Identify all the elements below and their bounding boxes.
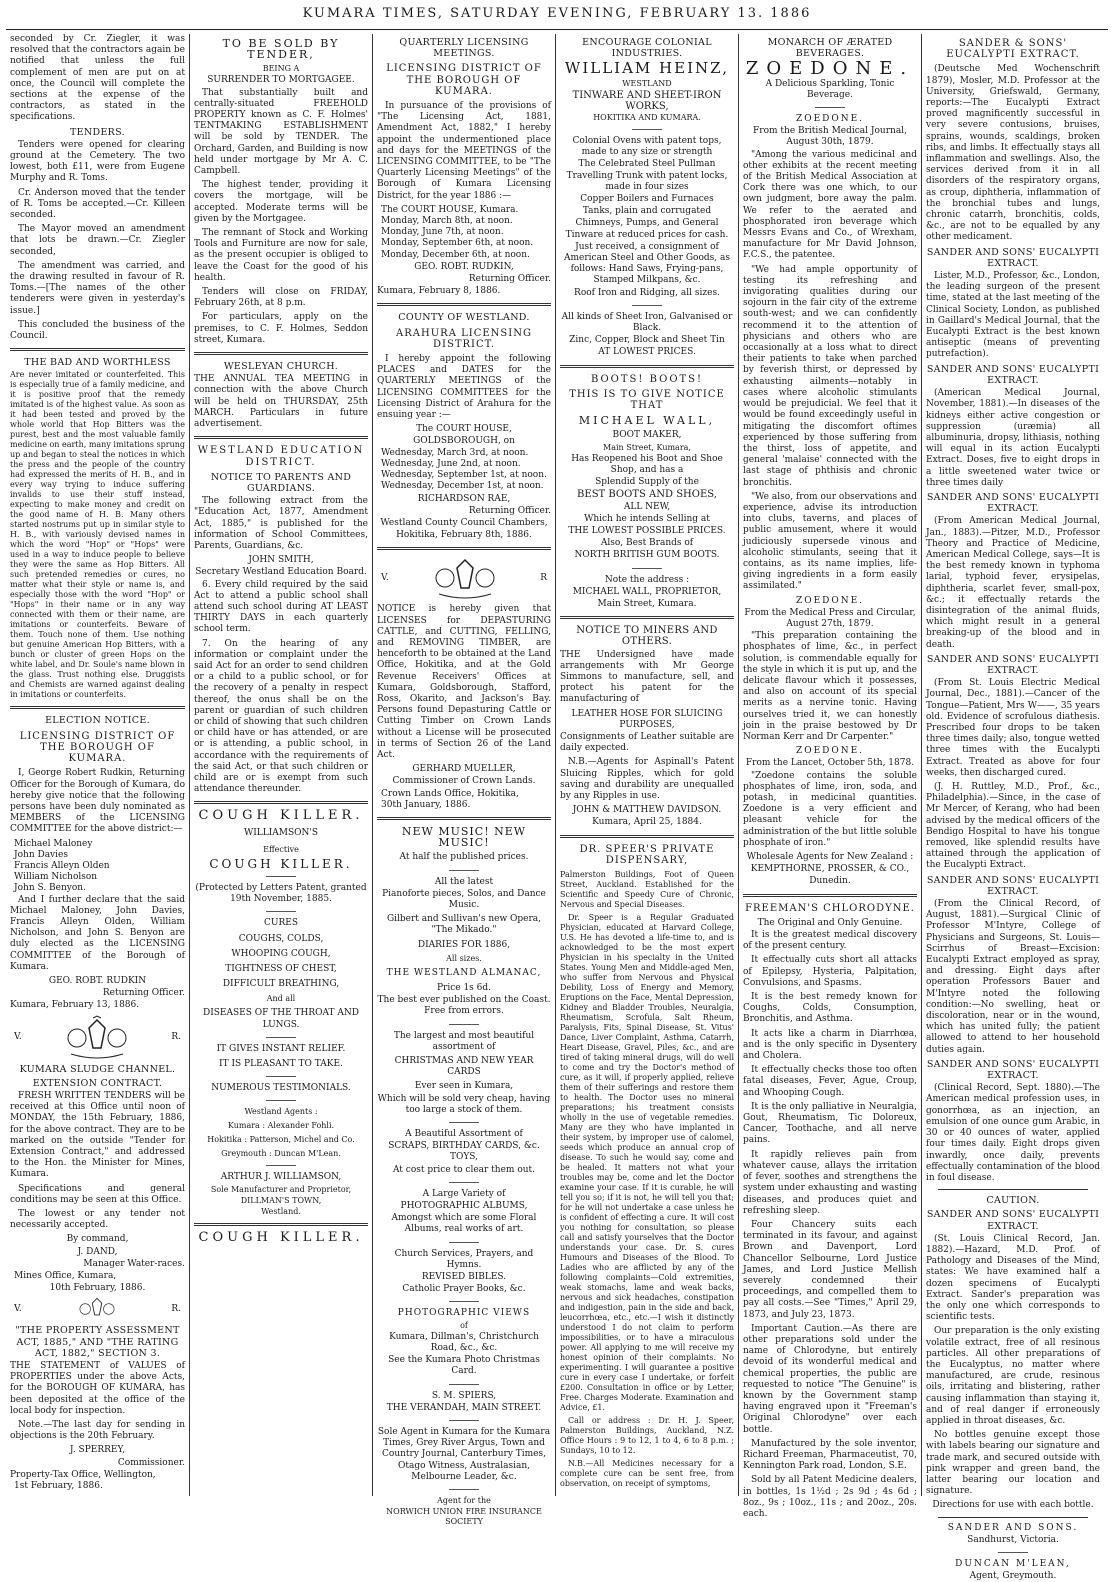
divider <box>10 706 185 709</box>
divider <box>10 348 185 351</box>
coat-of-arms-icon <box>425 556 505 600</box>
maker-name: ARTHUR J. WILLIAMSON, <box>220 1172 342 1183</box>
column-4 <box>555 34 738 1496</box>
miners-date: Kumara, April 25, 1884. <box>592 817 702 828</box>
tenders-paragraph: The Mayor moved an amendment that lots be drawn.—Cr. Ziegler seconded, <box>10 224 185 257</box>
divider <box>266 1165 296 1166</box>
property-paragraph: THE STATEMENT of VALUES of PROPERTIES under the above Acts, for the BOROUGH OF KUMARA, has been deposited at the office of the local body for inspection. <box>10 1361 185 1416</box>
depasturing-signature: GERHARD MUELLER, <box>412 764 516 775</box>
heinz-item: Copper Boilers and Furnaces <box>580 194 714 205</box>
sale-paragraph: The highest tender, providing it covers the mortgage, will be accepted. Moderate terms will be given by the Mortgagee. <box>194 180 368 224</box>
cough-heading: COUGH KILLER. <box>198 808 364 824</box>
encourage-heading: ENCOURAGE COLONIAL INDUSTRIES. <box>582 37 712 60</box>
nominee: Francis Alleyn Olden <box>14 860 110 871</box>
norwich-union: NORWICH UNION FIRE INSURANCE SOCIETY <box>386 1506 542 1526</box>
freeman-paragraph: Important Caution.—As there are other preparations sold under the name of Chlorodyne, but entirely devoid of its wonderful medical and chemical properties, the public are requested to notice "The Genuine" is known by the Government stamp having engraved upon it "Freeman's Original Chlorodyne" over each bottle. <box>743 1323 917 1435</box>
music-heading: NEW MUSIC! NEW MUSIC! <box>401 824 527 850</box>
sludge-date: 10th February, 1886. <box>49 1283 146 1294</box>
newspaper-page <box>6 34 1108 1582</box>
divider <box>449 1384 479 1385</box>
licensing-title: LICENSING DISTRICT OF THE BOROUGH OF KUMARA. <box>386 63 542 97</box>
music-opera: Gilbert and Sullivan's new Opera, "The Mikado." <box>386 914 542 936</box>
eucalypti-paragraph: (From St. Louis Electric Medical Journal, Dec., 1881).—Cancer of the Tongue—Patient, Mrs W——, 35 years old. Evidence of scrofulous diathesis. Prescribed four drops to be taken three times daily; also, tongue wetted three times with the Eucalypti Extract. Treated as above for four weeks, then discharged cured. <box>926 678 1100 778</box>
election-signature: GEO. ROBT. RUDKIN <box>48 975 147 986</box>
scraps-cost: At cost price to clear them out. <box>392 1164 536 1175</box>
wall-lowest: THE LOWEST POSSIBLE PRICES. <box>568 525 726 536</box>
zoedone-subtitle: ZOEDONE. <box>795 114 865 125</box>
divider <box>266 911 296 912</box>
licensing-paragraph: In pursuance of the provisions of "The Licensing Act, 1881, Amendment Act, 1882," I hereby appoint the undermentioned place and days for the MEETINGS of the LICENSING COMMITTEE, to be "The Quarterly Licensing Meetings" of the Borough of Kumara Licensing District, for the year 1886 :— <box>377 101 551 201</box>
zoedone-agent-town: Dunedin. <box>809 876 851 887</box>
sale-paragraph: Tenders will close on FRIDAY, February 26th, at 8 p.m. <box>194 287 368 309</box>
eucalypti-heading: SANDER & SONS' EUCALYPTI EXTRACT. <box>946 38 1080 61</box>
arms-v: V. <box>381 572 389 583</box>
maker-place: DILLMAN'S TOWN, <box>240 1195 322 1205</box>
sludge-by: By command, <box>66 1234 129 1245</box>
divider <box>449 1420 479 1421</box>
tenders-paragraph: Tenders were opened for clearing ground at the Cemetery. The two lowest, both £11, were from Eugene Murphy and R. Toms. <box>10 139 185 184</box>
election-paragraph: I, George Robert Rudkin, Returning Officer for the Borough of Kumara, do hereby give notice that the following persons have been duly nominated as MEMBERS of the LICENSING COMMITTEE for the above district:— <box>10 768 185 835</box>
sale-paragraph: For particulars, apply on the premises, to C. F. Holmes, Seddon street, Kumara. <box>194 312 368 345</box>
speer-heading: DR. SPEER'S PRIVATE DISPENSARY, <box>579 843 715 866</box>
election-title: LICENSING DISTRICT OF THE BOROUGH OF KUMARA. <box>19 730 176 765</box>
divider <box>449 1242 479 1243</box>
cures-item: TIGHTNESS OF CHEST, <box>225 964 337 975</box>
boots-heading: BOOTS! BOOTS! <box>590 373 704 385</box>
divider <box>194 436 368 439</box>
sale-subheading: SURRENDER TO MORTGAGEE. <box>207 75 355 86</box>
licensing-date: Monday, September 6th, at noon. <box>381 238 534 249</box>
wesleyan-heading: WESLEYAN CHURCH. <box>223 361 339 373</box>
xmas-cards: CHRISTMAS AND NEW YEAR CARDS <box>394 1056 534 1078</box>
music-subheading: At half the published prices. <box>399 852 529 863</box>
election-role: Returning Officer. <box>102 988 185 999</box>
miners-nb: N.B.—Agents for Aspinall's Patent Sluicing Ripples, which for gold saving and durability are unequalled by any Ripples in use. <box>560 757 734 801</box>
education-paragraph: 6. Every child required by the said Act to attend a public school shall attend such school during AT LEAST THIRTY DAYS in each quarterly school term. <box>194 579 368 635</box>
cures-and: And all <box>266 994 296 1004</box>
eucalypti-subheading: SANDER AND SONS' EUCALYPTI EXTRACT. <box>926 1209 1100 1232</box>
column-6 <box>921 34 1104 1582</box>
heinz-zinc: Zinc, Copper, Block and Sheet Tin <box>569 335 725 346</box>
cures-heading: CURES <box>264 918 298 929</box>
freeman-paragraph: It is the greatest medical discovery of the present century. <box>743 930 917 952</box>
monarch-heading: MONARCH OF ÆRATED BEVERAGES. <box>767 37 893 60</box>
wesleyan-paragraph: THE ANNUAL TEA MEETING in connection with the above Church will be held on THURSDAY, 25th MARCH. Particulars in future advertisement. <box>194 374 368 430</box>
eucalypti-paragraph: (From American Medical Journal, Jan., 1883).—Pitzer, M.D., Professor Theory and Practice of Medicine, American Medical College, says—It is the best remedy known in typhoma larial, typhoid fever, erysipelas, diphtheria, scarlet fever, small-pox, &c.; it effectually retards the disintegration of the animal fluids, which might result in a general breaking-up of the blood and in death. <box>926 516 1100 650</box>
maker-region: Westland. <box>261 1206 301 1216</box>
sludge-place: Mines Office, Kumara, <box>14 1271 117 1282</box>
prayer-books: Catholic Prayer Books, &c. <box>402 1284 526 1295</box>
wall-gum: NORTH BRITISH GUM BOOTS. <box>574 550 720 561</box>
property-heading: "THE PROPERTY ASSESSMENT ACT, 1885," AND "THE RATING ACT, 1882," SECTION 3. <box>15 1325 180 1359</box>
westland-heading: COUNTY OF WESTLAND. <box>398 312 530 324</box>
photo-heading: PHOTOGRAPHIC VIEWS <box>397 1308 531 1319</box>
tenders-paragraph: Cr. Anderson moved that the tender of R. Toms be accepted.—Cr. Killeen seconded. <box>10 187 185 221</box>
masthead-rule <box>6 29 1108 30</box>
cough-name: COUGH KILLER. <box>209 856 353 871</box>
divider <box>266 876 296 877</box>
education-heading: WESTLAND EDUCATION DISTRICT. <box>197 445 365 468</box>
cough-footer: COUGH KILLER. <box>198 1229 364 1245</box>
miners-paragraph: Consignments of Leather suitable are daily expected. <box>560 731 734 754</box>
nominee: John S. Benyon. <box>14 883 86 894</box>
sludge-signature: J. DAND, <box>77 1246 118 1257</box>
freeman-paragraph: It is the best remedy known for Coughs, Colds, Consumption, Bronchitis, and Asthma. <box>743 992 917 1025</box>
divider <box>632 305 662 306</box>
arahura-date-line: Hokitika, February 8th, 1886. <box>396 530 532 541</box>
arms-v: V. <box>14 1303 22 1314</box>
sale-paragraph: The remnant of Stock and Working Tools and Furniture are now for sale, as the present occupier is obliged to leave the Coast for the good of his health. <box>194 228 368 283</box>
eucalypti-paragraph: No bottles genuine except those with labels bearing our signature and trade mark, and secured outside with pink wrapper and green band, the latter bearing our location and signature. <box>926 1430 1100 1497</box>
almanac-text: The best ever published on the Coast. Free from errors. <box>377 995 551 1017</box>
divider <box>377 547 551 550</box>
education-subheading: NOTICE TO PARENTS AND GUARDIANS. <box>210 471 352 494</box>
agents-heading: Westland Agents : <box>244 1107 318 1117</box>
agent: Kumara : Alexander Fohli. <box>227 1121 335 1131</box>
photo-places: Kumara, Dillman's, Christchurch Road, &c., &c. <box>389 1331 539 1353</box>
licensing-date-line: Kumara, February 8, 1886. <box>377 286 501 297</box>
zoedone-paragraph: "Among the various medicinal and other exhibits at the recent meeting of the British Medical Association at Cork there was one which, to our own judgment, bore away the palm. We refer to the aerated and phosphorated iron beverage which Messrs Evans and Co., of Wrexham, manufacture for Mr David Johnson, F.C.S., the patentee. <box>743 149 917 261</box>
arms-r: R. <box>171 1303 181 1314</box>
eucalypti-subheading: SANDER AND SONS' EUCALYPTI EXTRACT. <box>926 1058 1100 1082</box>
wall-note: Note the address : <box>604 574 690 585</box>
zoedone-agent-name: KEMPTHORNE, PROSSER, & CO., <box>750 864 910 875</box>
cures-item: WHOOPING COUGH, <box>231 948 331 959</box>
speer-text: Dr. Speer is a Regular Graduated Physician, educated at Harvard College, U.S. He has devoted a life-time to, and is acknowledged to be the most expert Physician in his specialty in the United States. Young Men and Middle-aged Men, who suffer from Nervous and Physical Debility, Loss of Energy and Memory, Eruptions on the Face, Mental Depression, Kidney and Bladder Troubles, Neuralgia, Rheumatism, Scrofula, Salt Rheum, Paralysis, Fits, Spinal Disease, St. Vitus' Dance, Liver Complaint, Asthma, Catarrh, Heart Disease, Gravel, Piles, &c., and are tired of taking mineral drugs, will do well to come and try the Doctor's method of cure, as it will, if properly applied, relieve them of their sufferings and restore them to health. The Doctor uses no mineral preparations; his treatment consists wholly in the use of vegetable remedies. Many are they who have implanted in their system, by improper use of calomel, seeds which produce an annual crop of disease. To such he would say, come and be healed. It matters not what your troubles may be, come and let the Doctor examine your case. If it is curable, he will tell you so; if it is not, he will tell you that; for he will not undertake a case unless he is confident of effecting a cure. It will cost you nothing for consultation, so please call and satisfy yourselves that the Doctor understands your case. Dr. S. cures Humours and Diseases of the Blood. To Ladies who are afflicted by any of the following complaints—Cold extremities, weak stomachs, lame and weak backs, nervous and sick headaches, constipation and indigestion, pain in the side and back, leucorrhœa, etc., etc.—I wish it distinctly understood I do not claim to perform impossibilities, or to have a miraculous power. All applying to me will receive my honest opinion of their complaints. No experimenting. I will guarantee a positive cure in every case I undertake, or forfeit £200. Consultation in office or by Letter, Free. Charges Moderate. Examination and Advice, £1. <box>560 912 734 1412</box>
xmas-seen: Ever seen in Kumara, <box>414 1081 514 1092</box>
royal-arms <box>381 556 547 600</box>
photo-of: of <box>460 1320 468 1330</box>
arms-r: R. <box>171 1031 181 1042</box>
divider <box>377 303 551 306</box>
zoedone-subtitle: ZOEDONE. <box>795 746 865 757</box>
music-items: Pianoforte pieces, Solos, and Dance Music. <box>382 888 546 910</box>
heinz-name: WILLIAM HEINZ, <box>564 59 730 78</box>
pleasant-to-take: IT IS PLEASANT TO TAKE. <box>219 1059 343 1070</box>
licensing-place: The COURT HOUSE, Kumara. <box>381 204 519 215</box>
council-report: seconded by Cr. Ziegler, it was resolved that the contractors again be notified that unless the full complement of men are put on at once, the Council will complete the sections at the expense of the contractors, as stated in the specifications. <box>10 34 185 123</box>
tenders-paragraph: This concluded the business of the Council. <box>10 319 185 342</box>
arahura-date: Wednesday, September 1st, at noon. <box>381 470 547 481</box>
arms-v: V. <box>14 1031 22 1042</box>
divider <box>194 1223 368 1226</box>
freeman-paragraph: It rapidly relieves pain from whatever cause, allays the irritation of fever, soothes and strengthens the system under exhausting and wasting diseases, and produces quiet and refreshing sleep. <box>743 1149 917 1216</box>
cures-diseases: DISEASES OF THE THROAT AND LUNGS. <box>202 1008 359 1030</box>
speer-call: Call or address : Dr. H. J. Speer, Palmerston Buildings, Auckland, N.Z. Office Hours : 9 to 12, 1 to 4, 6 to 8 p.m. ; Sundays, 10 to 12. <box>560 1415 734 1455</box>
eucalypti-agent-role: Agent, Greymouth. <box>969 1571 1057 1582</box>
heinz-town: HOKITIKA AND KUMARA. <box>593 113 701 123</box>
cough-brand: WILLIAMSON'S <box>243 827 319 838</box>
eucalypti-subheading: SANDER AND SONS' EUCALYPTI EXTRACT. <box>926 491 1100 515</box>
hop-bitters-text: Are never imitated or counterfeited. This is especially true of a family medicine, and it is positive proof that the remedy imitated is of the highest value. As soon as it had been tested and proved by the whole world that Hop Bitters was the purest, best and the most valuable family medicine on earth, many imitations sprung up and began to steal the notices in which the press and the people of the country had expressed the merits of H. B., and in every way trying to induce suffering invalids to use their stuff instead, expecting to make money and credit on the good name of H. B. Many others started nostrums put up in similar style to H. B., with variously devised names in which the word "Hop" or "Hops" were used in a way to induce people to believe they were the same as Hop Bitters. All such pretended remedies or cures, no matter what their style or name is, and especially those with the word "Hop" or "Hops" in their name or in any way connected with them or their name, are imitations or counterfeits. Beware of them. Touch none of them. Use nothing but genuine American Hop Bitters, with a bunch or cluster of green Hops on the white label, and Dr. Soule's name blown in the glass. Trust nothing else. Druggists and Chemists are warned against dealing in imitations or counterfeits. <box>10 370 185 700</box>
divider <box>266 1100 296 1101</box>
arahura-place: The COURT HOUSE, GOLDSBOROUGH, on <box>413 424 515 446</box>
column-2 <box>189 34 372 1496</box>
zoedone-source: From the British Medical Journal, August 30th, 1879. <box>753 126 907 148</box>
diaries: DIARIES FOR 1886, <box>417 939 511 950</box>
coat-of-arms-icon <box>57 1016 137 1060</box>
spiers-name: S. M. SPIERS, <box>431 1390 497 1401</box>
agent: Greymouth : Duncan M'Lean. <box>221 1149 341 1159</box>
scraps-text: A Beautiful Assortment of <box>405 1129 523 1140</box>
agent-text: Sole Agent in Kumara for the Kumara Times, Grey River Argus, Town and Country Journal, Canterbury Times, Otago Witness, Australasian, Melbourne Leader, &c. <box>377 1426 551 1482</box>
sale-subheading: BEING A <box>262 64 300 74</box>
speer-nb: N.B.—All Medicines necessary for a complete cure can be sent free, from observation, on receipt of symptoms, <box>560 1458 734 1488</box>
heinz-item: Just received, a consignment of American Steel and Other Goods, as follows: Hand Saws, Frying-pans, Stamped Milkpans, &c. <box>564 241 730 286</box>
wall-brands: Also, Best Brands of <box>600 538 694 549</box>
eucalypti-paragraph: (Deutsche Med Wochenschrift 1879), Mosler, M.D. Professor at the University, Griefswald, Germany, reports:—The Eucalypti Extract proved magnificently successful in very severe contusions, bruises, sprains, wounds, scaldings, broken ribs, and limbs. It effectually stays all inflammation and swellings. Also, the services derived from it in all disorders of the respiratory organs, as croup, diphtheria, inflammation of the bronchial tubes and lungs, chronic catarrh, bronchitis, colds, &c., are not to be equalled by any other medicament. <box>926 64 1100 243</box>
heinz-lowest: AT LOWEST PRICES. <box>598 347 696 358</box>
photo-card: See the Kumara Photo Christmas Card. <box>388 1355 540 1377</box>
eucalypti-subheading: SANDER AND SONS' EUCALYPTI EXTRACT. <box>926 874 1100 897</box>
zoedone-paragraph: "Zoedone contains the soluble phosphates of lime, iron, soda, and potash, in medicinal quantities. Zoedone is a very efficient and pleasant vehicle for the administration of the but little soluble phosphate of iron." <box>743 770 917 848</box>
licensing-date: Monday, December 6th, at noon. <box>381 249 530 260</box>
divider <box>449 870 479 871</box>
property-place: Property-Tax Office, Wellington, <box>10 1469 156 1480</box>
election-heading: ELECTION NOTICE. <box>45 715 150 727</box>
zoedone-tagline: A Delicious Sparkling, Tonic Beverage. <box>765 78 895 100</box>
almanac: THE WESTLAND ALMANAC, <box>386 967 542 978</box>
zoedone-agents: Wholesale Agents for New Zealand : <box>746 852 914 863</box>
freeman-paragraph: Sold by all Patent Medicine dealers, in bottles, 1s 1½d ; 2s 9d ; 4s 6d ; 8oz., 9s ; 10oz., 11s ; and 20oz., 20s. each. <box>743 1475 917 1519</box>
divider <box>449 1024 479 1025</box>
zoedone-paragraph: "We also, from our observations and experience, advise its introduction into clubs, taverns, and places of public amusement, where it would judiciously supersede vinous and alcoholic stimulants, seeing that it contains, as its name implies, life-giving ingredients in a form easily assimilated." <box>743 491 917 592</box>
cough-patent: (Protected by Letters Patent, granted 19th November, 1885. <box>195 883 367 905</box>
church-services: Church Services, Prayers, and Hymns. <box>394 1248 534 1270</box>
eucalypti-paragraph: Lister, M.D., Professor, &c., London, the leading surgeon of the present time, stated at the last meeting of the Clinical Society, London, as published in Gaillard's Medical Journal, that the Eucalypti Extract is the best known antiseptic (means of preventing putrefaction). <box>926 271 1100 360</box>
wall-supply: Splendid Supply of the <box>595 477 699 488</box>
heinz-place: WESTLAND <box>622 78 672 88</box>
eucalypti-directions: Directions for use with each bottle. <box>932 1500 1094 1511</box>
wall-sell: Which he intends Selling at <box>584 513 710 524</box>
arahura-office: Westland County Council Chambers, <box>380 517 548 528</box>
royal-arms <box>14 1296 181 1322</box>
albums-text: A Large Variety of <box>422 1188 506 1199</box>
column-1 <box>6 34 189 1496</box>
heinz-item: Chimneys, Pumps, and General Tinware at reduced prices for cash. <box>565 218 729 240</box>
heinz-item: The Celebrated Steel Pullman Travelling Trunk with patent locks, made in four sizes <box>566 159 728 192</box>
sale-heading: TO BE SOLD BY TENDER, <box>222 37 340 62</box>
eucalypti-paragraph: (American Medical Journal, November, 1881).—In diseases of the kidneys either active congestion or suppression (uræmia) all albuminuria, dropsy, lithiasis, nothing will equal in its action Eucalypti Extract. Doses, five to eight drops in a little sweetened water twice or three times daily <box>926 388 1100 488</box>
zoedone-paragraph: "This preparation containing the phosphates of lime, &c., in perfect solution, is commendable equally for the style in which it is put up, and the delicate flavour which it possesses, and also on account of its special merits as a nervine tonic. Having ourselves tried it, we can honestly join in the praise bestowed by Dr Norman Kerr and Dr Carpenter." <box>743 631 917 742</box>
sale-paragraph: That substantially built and centrally-situated FREEHOLD PROPERTY known as C. F. Holmes' TENTMAKING ESTABLISHMENT will be sold by TENDER. The Orchard, Garden, and Building is now held under mortgage by Mr A. C. Campbell. <box>194 87 368 177</box>
freeman-subheading: The Original and Only Genuine. <box>757 917 903 928</box>
licensing-date: Monday, June 7th, at noon. <box>381 227 504 238</box>
revised-bibles: REVISED BIBLES. <box>421 1272 507 1283</box>
wall-address: Main Street, Kumara, <box>603 442 691 452</box>
albums: PHOTOGRAPHIC ALBUMS, <box>400 1201 528 1212</box>
election-paragraph: And I further declare that the said Michael Maloney, John Davies, Francis Alleyn Olden, William Nicholson, and John S. Benyon are duly elected as the LICENSING COMMITTEE of the Borough of Kumara. <box>10 894 185 972</box>
sludge-paragraph: Specifications and general conditions may be seen at this Office. <box>10 1183 185 1205</box>
eucalypti-subheading: SANDER AND SONS' EUCALYPTI EXTRACT. <box>926 246 1100 269</box>
xmas-text: The largest and most beautiful assortment of <box>393 1030 535 1052</box>
miners-signature: JOHN & MATTHEW DAVIDSON. <box>572 805 722 816</box>
arahura-paragraph: I hereby appoint the following PLACES and DATES for the QUARTERLY MEETINGS of the LICENSING COMMITTEES for the Licensing District of Arahura for the ensuing year :— <box>377 354 551 421</box>
diaries-sizes: All sizes. <box>446 953 482 963</box>
wall-best: BEST BOOTS AND SHOES, <box>577 489 717 501</box>
eucalypti-subheading: SANDER AND SONS' EUCALYPTI EXTRACT. <box>926 363 1100 386</box>
arahura-date: Wednesday, December 1st, at noon. <box>381 481 544 492</box>
zoedone-subtitle: ZOEDONE. <box>795 595 865 606</box>
licensing-role: Returning Officer. <box>468 274 551 285</box>
licensing-date: Monday, March 8th, at noon. <box>381 216 513 227</box>
arahura-date: Wednesday, March 3rd, at noon. <box>381 447 529 458</box>
arahura-signature: RICHARDSON RAE, <box>417 493 511 504</box>
eucalypti-signature: SANDER AND SONS. <box>947 1522 1079 1533</box>
eucalypti-paragraph: (St. Louis Clinical Record, Jan. 1882).—Hazard, M.D. Prof. of Pathology and Diseases of the Mind, states: We have examined half a dozen specimens of Eucalypti Extract. Sander's preparation was the only one which corresponds to scientific tests. <box>926 1233 1100 1323</box>
wall-paragraph: Has Reopened his Boot and Shoe Shop, and has a <box>571 453 723 475</box>
freeman-paragraph: Manufactured by the sole inventor, Richard Freeman, Pharmaceutist, 70, Kennington Park road, London, S.E. <box>743 1438 917 1472</box>
education-role: Secretary Westland Education Board. <box>195 567 367 578</box>
divider <box>449 1182 479 1183</box>
heinz-item: Tanks, plain and corrugated <box>582 206 712 217</box>
tenders-paragraph: The amendment was carried, and the drawing resulted in favour of R. Toms.—[The names of the other tenderers were given in yesterday's issue.] <box>10 260 185 316</box>
cough-effective: Effective <box>263 844 299 854</box>
divider <box>377 817 551 820</box>
divider <box>632 129 662 130</box>
eucalypti-subheading: SANDER AND SONS' EUCALYPTI EXTRACT. <box>926 653 1100 676</box>
divider <box>560 835 734 838</box>
divider <box>449 1489 479 1490</box>
divider <box>560 365 734 368</box>
freeman-paragraph: It effectually checks those too often fatal diseases, Fever, Ague, Croup, and Whooping Cough. <box>743 1065 917 1098</box>
scraps: SCRAPS, BIRTHDAY CARDS, &c. TOYS, <box>388 1141 540 1163</box>
nominee: William Nicholson <box>14 872 98 883</box>
education-paragraph: 7. On the hearing of any information or complaint under the said Act for an order to send children or a child to a public school, or for the recovery of a penalty in respect thereof, the onus shall be on the parent or guardian of such children or child of showing that such children or child have or has attended, or are or is attending, a public school, in accordance with the requirements of the said Act, or that such children or child are or is exempt from such attendance thereunder. <box>194 638 368 795</box>
testimonials: NUMEROUS TESTIMONIALS. <box>211 1083 351 1094</box>
licensing-signature: GEO. ROBT. RUDKIN, <box>414 261 514 272</box>
wall-notice: THIS IS TO GIVE NOTICE THAT <box>569 388 725 412</box>
divider <box>449 1122 479 1123</box>
cures-item: COUGHS, COLDS, <box>238 933 324 944</box>
licensing-heading: QUARTERLY LICENSING MEETINGS. <box>399 37 529 60</box>
heinz-item: Colonial Ovens with patent tops, made to any size or strength <box>572 136 722 158</box>
nominee: Michael Maloney <box>14 838 93 849</box>
column-3 <box>372 34 555 1526</box>
miners-paragraph: THE Undersigned have made arrangements with Mr George Simmons to manufacture, sell, and protect his patent for the manufacturing of <box>560 649 734 705</box>
sludge-paragraph: The lowest or any tender not necessarily accepted. <box>10 1209 185 1231</box>
divider <box>194 352 368 355</box>
depasturing-office: Crown Lands Office, Hokitika, <box>381 788 519 799</box>
freeman-paragraph: It is the only palliative in Neuralgia, Gout, Rheumatism, Tic Doloreux, Cancer, Toothache, and all nerve pains. <box>743 1101 917 1146</box>
divider <box>194 801 368 804</box>
divider <box>266 1037 296 1038</box>
education-paragraph: The following extract from the "Education Act, 1877, Amendment Act, 1885," is published for the information of School Committees, Parents, Guardians, &c. <box>194 496 368 551</box>
depasturing-role: Commissioner of Crown Lands. <box>392 776 536 787</box>
caution-heading: CAUTION. <box>986 1195 1040 1207</box>
education-signature: JOHN SMITH, <box>248 555 314 566</box>
music-latest: All the latest <box>434 876 494 887</box>
divider <box>815 107 845 108</box>
nominee: John Davies <box>14 849 68 860</box>
eucalypti-paragraph: (Clinical Record, Sept. 1880).—The American medical profession uses, in gonorrhœa, as an injection, an emulsion of one ounce gum Arabic, in 30 or 40 ounces of water, applied four times daily. Eight drops given inwardly, once daily, prevents effectually contamination of the blood in foul disease. <box>926 1083 1100 1183</box>
wall-street: Main Street, Kumara. <box>597 598 697 609</box>
heinz-works: TINWARE AND SHEET-IRON WORKS, <box>572 89 722 112</box>
sludge-subheading: EXTENSION CONTRACT. <box>32 1077 163 1089</box>
cures-item: DIFFICULT BREATHING, <box>222 979 340 990</box>
divider <box>449 1301 479 1302</box>
divider <box>560 616 734 619</box>
freeman-heading: FREEMAN'S CHLORODYNE. <box>745 902 915 914</box>
royal-arms <box>14 1016 181 1060</box>
eucalypti-paragraph: (From the Clinical Record, of August, 1881).—Surgical Clinic of Professor M'Intyre, College of Physicians and Surgeons, St. Louis—Scirrhus of Breast—Excision: Eucalypti Extract employed as spray, and dressing. Eight days after operation Professors Bauer and M'Intyre noted the following condition:—No swelling, heat or discoloration, near or in the wound, which has united fully; the patient allowed to attend to her household duties again. <box>926 899 1100 1055</box>
speer-address: Palmerston Buildings, Foot of Queen Street, Auckland. Established for the Scientific and Speedy Cure of Chronic, Nervous and Special Diseases. <box>560 869 734 909</box>
maker-role: Sole Manufacturer and Proprietor, <box>210 1184 352 1194</box>
arms-r: R <box>540 572 547 583</box>
freeman-paragraph: Four Chancery suits each terminated in its favour, and against Brown and Davenport, Lord Chancellor Selbourne, Lord Justice James, and Lord Justice Mellish severely condemned their proceedings, and compelled them to pay all costs.—See "Times," April 29, 1873, and July 23, 1873. <box>743 1219 917 1320</box>
instant-relief: IT GIVES INSTANT RELIEF. <box>216 1043 346 1054</box>
election-date: Kumara, February 13, 1886. <box>10 1000 140 1011</box>
albums-sub: Amongst which are some Floral Albums, real works of art. <box>391 1213 537 1235</box>
spiers-address: THE VERANDAH, MAIN STREET. <box>386 1402 542 1413</box>
zoedone-source: From the Medical Press and Circular, August 27th, 1879. <box>744 607 916 629</box>
divider <box>998 1552 1028 1553</box>
heinz-item: Roof Iron and Ridging, all sizes. <box>574 287 720 298</box>
wall-role: BOOT MAKER, <box>612 430 682 441</box>
arahura-role: Returning Officer. <box>468 505 551 516</box>
property-note: Note.—The last day for sending in objections is the 20th February. <box>10 1420 185 1442</box>
zoedone-title: ZOEDONE. <box>745 58 915 80</box>
sludge-heading: KUMARA SLUDGE CHANNEL. <box>19 1063 176 1075</box>
property-signature: J. SPERREY, <box>69 1445 126 1456</box>
divider <box>743 894 917 897</box>
sludge-role: Manager Water-races. <box>83 1258 185 1269</box>
eucalypti-place: Sandhurst, Victoria. <box>967 1534 1059 1545</box>
freeman-paragraph: It acts like a charm in Diarrhœa, and is the only specific in Dysentery and Cholera. <box>743 1028 917 1062</box>
agent: Hokitika : Patterson, Michel and Co. <box>207 1135 355 1145</box>
tenders-heading: TENDERS. <box>70 126 125 138</box>
arahura-title: ARAHURA LICENSING DISTRICT. <box>396 327 532 350</box>
wall-signature: MICHAEL WALL, PROPRIETOR, <box>572 586 722 597</box>
agent-for: Agent for the <box>437 1495 491 1505</box>
masthead: KUMARA TIMES, SATURDAY EVENING, FEBRUARY 13. 1886 <box>302 6 812 21</box>
column-5 <box>738 34 921 1519</box>
zoedone-paragraph: "We had ample opportunity of testing its refreshing and invigorating qualities during our sojourn in the fair city of the extreme south-west; and we can confidently recommend it to the attention of physicians and others who are occasionally at a loss what to direct their patients to take when parched by feverish thirst, or depressed by exhausting ailments—notably in cases where alcoholic stimulants would be prejudicial. We feel that it would be found exceedingly useful in mitigating the discomfort oftimes experienced by those suffering from the thirst, loss of appetite, and general 'malaise' connected with the last stage of phthisis and chronic bronchitis. <box>743 264 917 488</box>
wall-name: MICHAEL WALL, <box>578 414 716 428</box>
almanac-price: Price 1s 6d. <box>436 983 492 994</box>
miners-heading: NOTICE TO MINERS AND OTHERS. <box>576 625 718 648</box>
heinz-iron: All kinds of Sheet Iron, Galvanised or Black. <box>561 311 733 334</box>
wall-new: ALL NEW, <box>623 501 671 512</box>
divider <box>632 568 662 569</box>
divider <box>938 1517 1088 1518</box>
freeman-paragraph: It effectually cuts short all attacks of Epilepsy, Hysteria, Palpitation, Convulsions, and Spasms. <box>743 955 917 988</box>
arahura-date: Wednesday, June 2nd, at noon. <box>381 458 521 469</box>
property-role: Commissioner. <box>117 1457 185 1468</box>
divider <box>266 1076 296 1077</box>
sludge-paragraph: FRESH WRITTEN TENDERS will be received at this Office until noon of MONDAY, the 15th February, 1886, for the above contract. They are to be marked on the outside "Tender for Extension Contract," and addressed to the Hon. the Minister for Mines, Kumara. <box>10 1090 185 1180</box>
divider <box>938 1189 1088 1190</box>
xmas-sold: Which will be sold very cheap, having too large a stock of them. <box>377 1093 551 1115</box>
depasturing-paragraph: NOTICE is hereby given that LICENSES for DEPASTURING CATTLE, and CUTTING, FELLING, and REMOVING TIMBER, are henceforth to be obtained at the Land Office, Hokitika, and at the Gold Revenue Receivers' Offices at Kumara, Goldsborough, Stafford, Ross, Okarito, and Jackson's Bay. Persons found Depasturing Cattle or Cutting Timber on Crown Lands without a License will be prosecuted in terms of Section 26 of the Land Act. <box>377 604 551 760</box>
miners-product: LEATHER HOSE FOR SLUICING PURPOSES, <box>571 708 723 730</box>
hop-bitters-heading: THE BAD AND WORTHLESS <box>24 357 171 369</box>
eucalypti-paragraph: Our preparation is the only existing volatile extract, free of all resinous particles. All other preparations of the Eucalyptus, no matter where manufactured, are crude, resinous oils, irritating and blistering, rather causing inflammation than staying it, and of real danger if erroneously applied in throat diseases, &c. <box>926 1326 1100 1426</box>
coat-of-arms-icon <box>57 1296 137 1322</box>
depasturing-date: 30th January, 1886. <box>381 799 471 810</box>
property-date: 1st February, 1886. <box>14 1481 103 1492</box>
eucalypti-paragraph: (J. H. Ruttley, M.D., Prof., &c., Philadelphia).—Since, in the case of Mr Mercer, of Kerang, who had been advised by the medical officers of the Bendigo Hospital to have his tongue removed, like splendid results have attained through the application of the Eucalypti Extract. <box>926 782 1100 871</box>
eucalypti-agent: DUNCAN M'LEAN, <box>955 1559 1071 1569</box>
zoedone-source: From the Lancet, October 5th, 1878. <box>745 758 915 769</box>
